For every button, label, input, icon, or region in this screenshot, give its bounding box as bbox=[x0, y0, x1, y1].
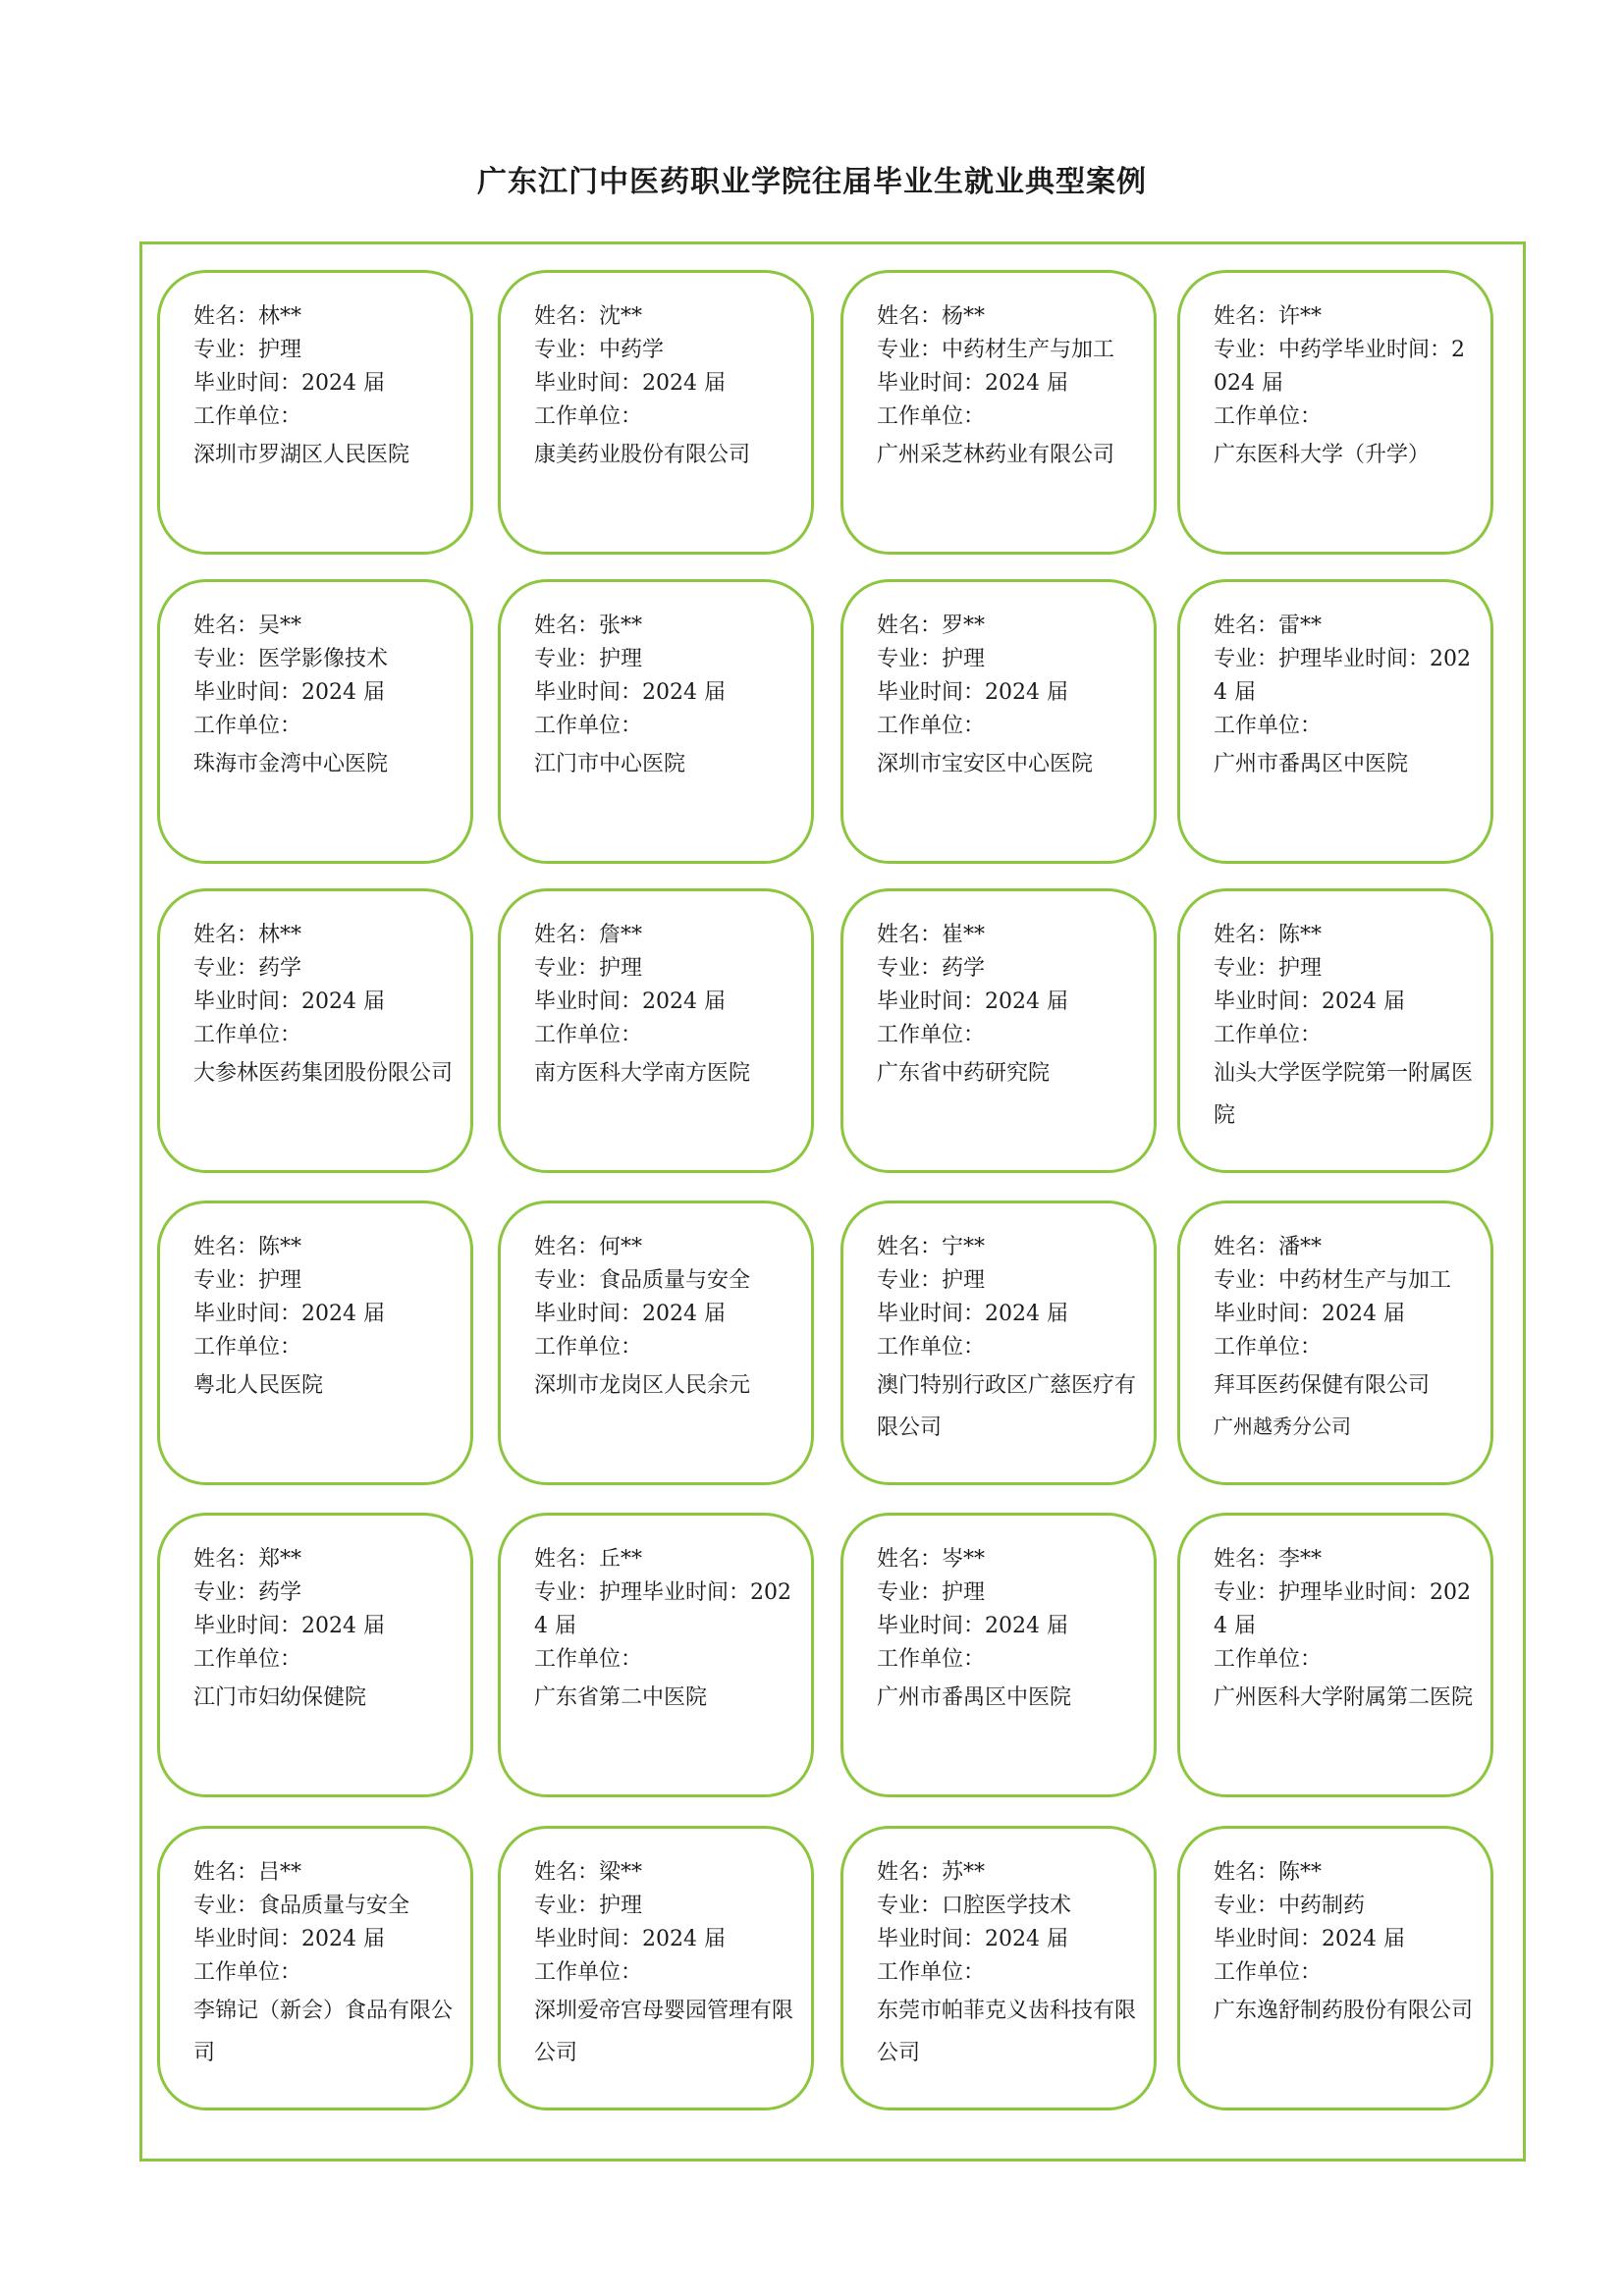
student-major: 专业：药学 bbox=[877, 956, 986, 981]
work-unit-label: 工作单位： bbox=[1214, 1023, 1323, 1047]
student-major: 专业：食品质量与安全 bbox=[534, 1268, 751, 1293]
graduation-time: 毕业时间：2024 届 bbox=[193, 680, 385, 705]
case-card bbox=[840, 579, 1157, 864]
student-name: 姓名：雷** bbox=[1214, 614, 1323, 638]
work-unit-label: 工作单位： bbox=[877, 1023, 986, 1047]
student-name: 姓名：陈** bbox=[1214, 923, 1323, 947]
work-unit: 广东逸舒制药股份有限公司 bbox=[1214, 1999, 1474, 2023]
work-unit: 汕头大学医学院第一附属医院 bbox=[1214, 1061, 1474, 1128]
student-major: 专业：护理 bbox=[534, 1894, 643, 1918]
student-name: 姓名：郑** bbox=[193, 1547, 302, 1572]
work-unit-label: 工作单位： bbox=[877, 1647, 986, 1672]
work-unit: 深圳市宝安区中心医院 bbox=[877, 752, 1094, 776]
graduation-time: 毕业时间：2024 届 bbox=[877, 1614, 1068, 1638]
work-unit: 江门市妇幼保健院 bbox=[193, 1685, 367, 1710]
student-name: 姓名：詹** bbox=[534, 923, 643, 947]
work-unit: 大参林医药集团股份限公司 bbox=[193, 1061, 454, 1086]
student-major: 专业：护理 bbox=[193, 338, 302, 362]
work-unit: 广州市番禺区中医院 bbox=[877, 1685, 1072, 1710]
graduation-time: 毕业时间：2024 届 bbox=[534, 1927, 726, 1951]
work-unit-branch: 广州越秀分公司 bbox=[1214, 1415, 1351, 1438]
student-major: 专业：医学影像技术 bbox=[193, 647, 389, 671]
work-unit: 广东省第二中医院 bbox=[534, 1685, 708, 1710]
graduation-time: 毕业时间：2024 届 bbox=[193, 1927, 385, 1951]
work-unit-label: 工作单位： bbox=[877, 714, 986, 738]
student-major: 专业：口腔医学技术 bbox=[877, 1894, 1072, 1918]
student-major: 专业：护理 bbox=[877, 1268, 986, 1293]
work-unit: 拜耳医药保健有限公司 bbox=[1214, 1373, 1431, 1398]
work-unit-label: 工作单位： bbox=[1214, 714, 1323, 738]
case-card bbox=[1177, 1826, 1493, 2110]
graduation-time: 毕业时间：2024 届 bbox=[193, 1302, 385, 1326]
work-unit-label: 工作单位： bbox=[193, 1335, 302, 1360]
student-major: 专业：中药材生产与加工 bbox=[1214, 1268, 1452, 1293]
work-unit-label: 工作单位： bbox=[1214, 1335, 1323, 1360]
student-name: 姓名：苏** bbox=[877, 1860, 986, 1885]
graduation-time: 毕业时间：2024 届 bbox=[877, 680, 1068, 705]
student-name: 姓名：杨** bbox=[877, 304, 986, 329]
case-card bbox=[498, 1201, 814, 1485]
student-major: 专业：中药制药 bbox=[1214, 1894, 1366, 1918]
graduation-time: 毕业时间：2024 届 bbox=[1214, 1927, 1405, 1951]
case-card bbox=[840, 888, 1157, 1173]
case-card bbox=[840, 1826, 1157, 2110]
student-major: 专业：护理 bbox=[534, 647, 643, 671]
student-major: 专业：护理毕业时间：2024 届 bbox=[534, 1580, 791, 1638]
case-card bbox=[498, 270, 814, 555]
student-name: 姓名：崔** bbox=[877, 923, 986, 947]
work-unit: 江门市中心医院 bbox=[534, 752, 686, 776]
case-card bbox=[498, 579, 814, 864]
work-unit-label: 工作单位： bbox=[1214, 1960, 1323, 1985]
work-unit: 深圳爱帝宫母婴园管理有限公司 bbox=[534, 1999, 794, 2065]
graduation-time: 毕业时间：2024 届 bbox=[534, 680, 726, 705]
student-name: 姓名：林** bbox=[193, 923, 302, 947]
student-major: 专业：药学 bbox=[193, 1580, 302, 1605]
work-unit: 广州采芝林药业有限公司 bbox=[877, 443, 1115, 467]
graduation-time: 毕业时间：2024 届 bbox=[877, 1302, 1068, 1326]
work-unit-label: 工作单位： bbox=[877, 1335, 986, 1360]
graduation-time: 毕业时间：2024 届 bbox=[877, 989, 1068, 1014]
work-unit-label: 工作单位： bbox=[534, 1960, 643, 1985]
case-card bbox=[840, 270, 1157, 555]
graduation-time: 毕业时间：2024 届 bbox=[877, 371, 1068, 396]
student-name: 姓名：林** bbox=[193, 304, 302, 329]
student-major: 专业：药学 bbox=[193, 956, 302, 981]
student-major: 专业：护理 bbox=[1214, 956, 1323, 981]
student-major: 专业：护理毕业时间：2024 届 bbox=[1214, 647, 1471, 705]
graduation-time: 毕业时间：2024 届 bbox=[534, 1302, 726, 1326]
case-card bbox=[1177, 1513, 1493, 1797]
work-unit-label: 工作单位： bbox=[193, 1960, 302, 1985]
student-major: 专业：护理 bbox=[193, 1268, 302, 1293]
graduation-time: 毕业时间：2024 届 bbox=[1214, 1302, 1405, 1326]
student-name: 姓名：吕** bbox=[193, 1860, 302, 1885]
student-major: 专业：食品质量与安全 bbox=[193, 1894, 410, 1918]
case-card bbox=[157, 1826, 473, 2110]
work-unit-label: 工作单位： bbox=[1214, 404, 1323, 429]
graduation-time: 毕业时间：2024 届 bbox=[877, 1927, 1068, 1951]
work-unit-label: 工作单位： bbox=[534, 714, 643, 738]
case-card bbox=[1177, 1201, 1493, 1485]
work-unit-label: 工作单位： bbox=[193, 1647, 302, 1672]
case-card bbox=[157, 888, 473, 1173]
case-card bbox=[1177, 270, 1493, 555]
student-name: 姓名：罗** bbox=[877, 614, 986, 638]
work-unit: 康美药业股份有限公司 bbox=[534, 443, 751, 467]
student-name: 姓名：岑** bbox=[877, 1547, 986, 1572]
graduation-time: 毕业时间：2024 届 bbox=[193, 371, 385, 396]
graduation-time: 毕业时间：2024 届 bbox=[1214, 989, 1405, 1014]
case-card bbox=[1177, 888, 1493, 1173]
case-card bbox=[498, 1513, 814, 1797]
student-name: 姓名：张** bbox=[534, 614, 643, 638]
work-unit-label: 工作单位： bbox=[1214, 1647, 1323, 1672]
work-unit: 粤北人民医院 bbox=[193, 1373, 324, 1398]
student-name: 姓名：潘** bbox=[1214, 1235, 1323, 1259]
case-card bbox=[157, 270, 473, 555]
student-major: 专业：护理毕业时间：2024 届 bbox=[1214, 1580, 1471, 1638]
work-unit-label: 工作单位： bbox=[193, 404, 302, 429]
work-unit: 李锦记（新会）食品有限公司 bbox=[193, 1999, 454, 2065]
work-unit: 广东医科大学（升学） bbox=[1214, 443, 1431, 467]
work-unit-label: 工作单位： bbox=[534, 404, 643, 429]
student-name: 姓名：陈** bbox=[1214, 1860, 1323, 1885]
work-unit-label: 工作单位： bbox=[877, 404, 986, 429]
work-unit: 深圳市龙岗区人民余元 bbox=[534, 1373, 751, 1398]
student-name: 姓名：沈** bbox=[534, 304, 643, 329]
page-title: 广东江门中医药职业学院往届毕业生就业典型案例 bbox=[477, 165, 1147, 199]
student-name: 姓名：陈** bbox=[193, 1235, 302, 1259]
student-name: 姓名：宁** bbox=[877, 1235, 986, 1259]
work-unit-label: 工作单位： bbox=[534, 1335, 643, 1360]
case-card bbox=[157, 1201, 473, 1485]
work-unit: 广州医科大学附属第二医院 bbox=[1214, 1685, 1474, 1710]
case-card bbox=[840, 1513, 1157, 1797]
work-unit-label: 工作单位： bbox=[193, 1023, 302, 1047]
work-unit: 广州市番禺区中医院 bbox=[1214, 752, 1409, 776]
graduation-time: 毕业时间：2024 届 bbox=[534, 989, 726, 1014]
student-name: 姓名：梁** bbox=[534, 1860, 643, 1885]
work-unit: 东莞市帕菲克义齿科技有限公司 bbox=[877, 1999, 1137, 2065]
work-unit-label: 工作单位： bbox=[534, 1647, 643, 1672]
work-unit: 珠海市金湾中心医院 bbox=[193, 752, 389, 776]
graduation-time: 毕业时间：2024 届 bbox=[193, 1614, 385, 1638]
student-name: 姓名：许** bbox=[1214, 304, 1323, 329]
work-unit: 深圳市罗湖区人民医院 bbox=[193, 443, 410, 467]
student-major: 专业：中药学毕业时间：2024 届 bbox=[1214, 338, 1465, 396]
student-major: 专业：护理 bbox=[877, 647, 986, 671]
student-name: 姓名：丘** bbox=[534, 1547, 643, 1572]
work-unit-label: 工作单位： bbox=[193, 714, 302, 738]
case-card bbox=[157, 1513, 473, 1797]
student-name: 姓名：李** bbox=[1214, 1547, 1323, 1572]
case-card bbox=[840, 1201, 1157, 1485]
student-name: 姓名：何** bbox=[534, 1235, 643, 1259]
case-card bbox=[498, 888, 814, 1173]
case-card bbox=[157, 579, 473, 864]
graduation-time: 毕业时间：2024 届 bbox=[193, 989, 385, 1014]
work-unit-label: 工作单位： bbox=[534, 1023, 643, 1047]
work-unit-label: 工作单位： bbox=[877, 1960, 986, 1985]
graduation-time: 毕业时间：2024 届 bbox=[534, 371, 726, 396]
case-card bbox=[1177, 579, 1493, 864]
student-name: 姓名：吴** bbox=[193, 614, 302, 638]
student-major: 专业：中药材生产与加工 bbox=[877, 338, 1115, 362]
case-card bbox=[498, 1826, 814, 2110]
student-major: 专业：护理 bbox=[877, 1580, 986, 1605]
work-unit: 南方医科大学南方医院 bbox=[534, 1061, 751, 1086]
student-major: 专业：中药学 bbox=[534, 338, 665, 362]
student-major: 专业：护理 bbox=[534, 956, 643, 981]
work-unit: 广东省中药研究院 bbox=[877, 1061, 1051, 1086]
work-unit: 澳门特别行政区广慈医疗有限公司 bbox=[877, 1373, 1137, 1440]
